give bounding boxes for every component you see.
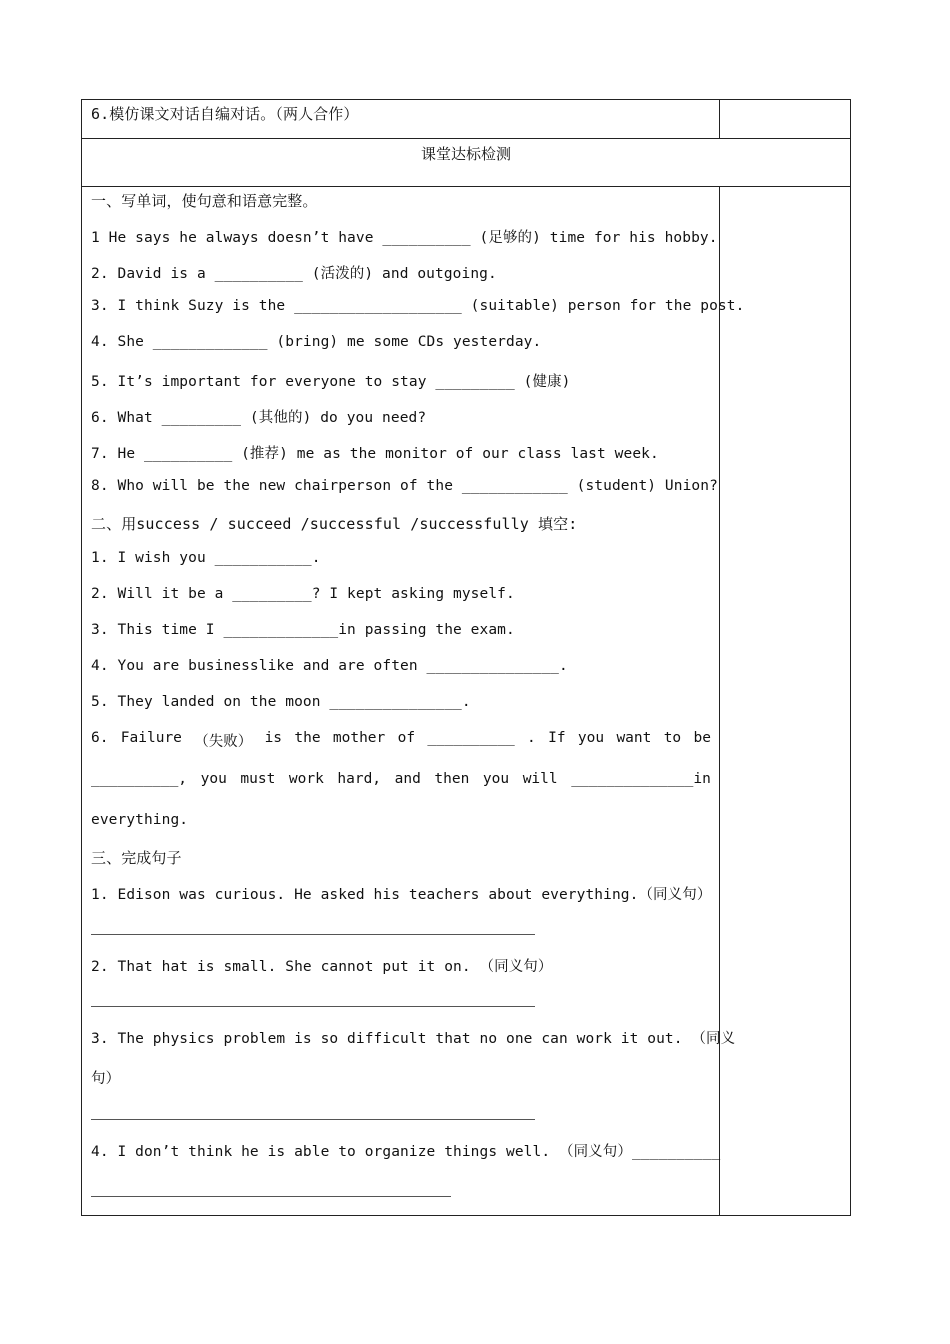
part1-heading: 一、写单词，使句意和语意完整。 [91,192,318,210]
section-header: 课堂达标检测 [420,145,511,163]
word: If [548,730,566,746]
word: work [288,771,324,787]
word: to [663,730,682,746]
word: you [577,730,605,746]
word: . [527,730,536,746]
row-divider [82,186,850,187]
word: and [394,771,421,787]
word: be [693,730,711,746]
answer-line[interactable] [91,934,535,935]
part1-item: 8. Who will be the new chairperson of the ____________ (student) Union? [91,478,718,494]
part2-item: 5. They landed on the moon _______________. [91,694,471,710]
word: you [200,771,227,787]
part1-item: 5. It’s important for everyone to stay _________ (健康) [91,374,571,390]
part1-item: 2. David is a __________ (活泼的) and outgoing. [91,266,497,282]
word: you [482,771,510,787]
word: mother [332,730,386,746]
part1-item: 6. What _________ (其他的) do you need? [91,410,427,426]
worksheet-table [81,99,851,1216]
part2-item: 2. Will it be a _________? I kept asking myself. [91,586,515,602]
part1-item: 4. She _____________ (bring) me some CDs yesterday. [91,334,542,350]
word: __________ [427,730,515,746]
part1-item: 7. He __________ (推荐) me as the monitor of our class last week. [91,446,659,462]
part1-item: 1 He says he always doesn’t have __________ (足够的) time for his hobby. [91,230,718,246]
word: （失败） [194,734,253,750]
part2-item: 4. You are businesslike and are often _______________. [91,658,568,674]
answer-line[interactable] [91,1196,451,1197]
part3-item: 2. That hat is small. She cannot put it on. （同义句） [91,959,553,975]
part2-item6-line2 [91,771,711,787]
part3-item-cont: 句） [91,1071,121,1087]
word: 6. [91,730,109,746]
row-divider [82,138,850,139]
word: the [294,730,321,746]
activity-6: 6.模仿课文对话自编对话。（两人合作） [91,105,359,123]
word: hard, [337,771,382,787]
part2-item: 1. I wish you ___________. [91,550,321,566]
column-divider [719,100,720,138]
part3-item: 4. I don’t think he is able to organize things well. （同义句）__________ [91,1144,721,1160]
part3-item: 1. Edison was curious. He asked his teachers about everything.（同义句） [91,887,712,903]
part2-item6-line3: everything. [91,812,189,828]
word: then [434,771,470,787]
part3-item: 3. The physics problem is so difficult that no one can work it out. （同义 [91,1031,736,1047]
word: Failure [120,730,182,746]
word: is [264,730,283,746]
part2-item6-line1 [91,730,711,751]
word: of [397,730,416,746]
word: ______________in [571,771,711,787]
part1-item: 3. I think Suzy is the ___________________ (suitable) person for the post. [91,298,745,314]
word: want [616,730,652,746]
answer-line[interactable] [91,1119,535,1120]
word: must [240,771,276,787]
part2-heading: 二、用success / succeed /successful /successfully 填空: [91,515,578,533]
part2-item: 3. This time I _____________in passing the exam. [91,622,515,638]
part3-heading: 三、完成句子 [91,849,182,867]
word: will [522,771,558,787]
word: __________, [91,771,188,787]
answer-line[interactable] [91,1006,535,1007]
column-divider [719,186,720,1215]
